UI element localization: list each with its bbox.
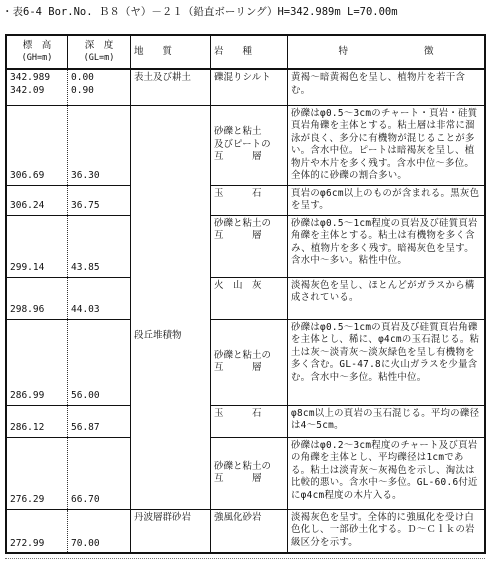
header-features: 特 徴 xyxy=(288,35,486,69)
description-cell: 砂礫はφ0.5～1cmの頁岩及び硅質頁岩角礫を主体とし、稀に、φ4cmの玉石混じる。粘土は灰～淡青灰～淡灰緑色を呈し有機物を多く含む。GL-47.8に火山ガラスを少量含む。含水中～多位。粘性中位。 xyxy=(288,319,486,405)
geology-cell: 段丘堆積物 xyxy=(131,105,211,509)
header-elevation xyxy=(6,35,68,69)
description-cell: 黄褐～暗黄褐色を呈し、植物片を若干含む。 xyxy=(288,69,486,105)
description-cell: 淡褐灰色を呈し、ほとんどがガラスから構成されている。 xyxy=(288,277,486,319)
description-cell: 砂礫はφ0.2～3cm程度のチャート及び頁岩の角礫を主体とし、平均礫径は1cmである。粘土は淡青灰～灰褐色を示し、淘汰は比較的悪い。含水中～多位。GL-60.6付近にφ4cm程度の木片入る。 xyxy=(288,437,486,509)
header-rock: 岩 種 xyxy=(211,35,288,69)
description-cell: 淡褐灰色を呈す。全体的に強風化を受け白色化し、一部砂土化する。Ｄ～Ｃｌｋの岩級区分を示す。 xyxy=(291,511,475,548)
description-cell: 砂礫はφ0.5～3cmのチャート・頁岩・硅質頁岩角礫を主体とする。粘土層は非常に溜泳が良く、多分に有機物が混じることが多い。含水中位。ピートは暗褐灰を呈し、植物片や木片を多く残す。含水中位～多位。全体的に砂礫の割合多い。 xyxy=(288,105,486,185)
depth-cell: 66.70 xyxy=(68,437,131,509)
header-depth-unit: (GL=m) xyxy=(83,53,115,63)
page-edge-divider xyxy=(5,558,485,567)
description-cell: φ8cm以上の頁岩の玉石混じる。平均の礫径は4～5cm。 xyxy=(288,405,486,437)
elevation-cell: 298.96 xyxy=(6,277,68,319)
table-row xyxy=(6,437,485,509)
depth-cell: 0.00 0.90 xyxy=(68,69,131,105)
elevation-cell: 276.29 xyxy=(6,437,68,509)
depth-cell: 43.85 xyxy=(68,215,131,277)
elevation-cell: 306.69 xyxy=(6,105,68,185)
depth-cell: 36.30 xyxy=(68,105,131,185)
table-row xyxy=(6,509,485,553)
table-caption: ・表6-4 Bor.No. Ｂ８（ヤ）－２１（鉛直ボーリング）H=342.989m L=70.00m xyxy=(2,6,398,18)
rock-cell: 玉 石 xyxy=(211,405,288,437)
table-row xyxy=(6,405,485,437)
elevation-cell: 286.12 xyxy=(6,405,68,437)
elevation-cell: 299.14 xyxy=(6,215,68,277)
rock-cell: 砂礫と粘土の 互 層 xyxy=(211,437,288,509)
depth-cell: 44.03 xyxy=(68,277,131,319)
description-cell: 頁岩のφ6cm以上のものが含まれる。黒灰色を呈す。 xyxy=(288,185,486,215)
depth-cell: 56.00 xyxy=(68,319,131,405)
rock-cell: 強風化砂岩 xyxy=(211,509,288,553)
table-row xyxy=(6,69,485,105)
rock-cell: 礫混りシルト xyxy=(211,69,288,105)
rock-cell: 砂礫と粘土 及びピートの 互 層 xyxy=(211,105,288,185)
header-depth-label: 深 度 xyxy=(84,39,114,51)
header-geology: 地 質 xyxy=(131,35,211,69)
rock-cell: 火 山 灰 xyxy=(211,277,288,319)
rock-cell: 砂礫と粘土の 互 層 xyxy=(211,319,288,405)
geology-cell: 表土及び耕土 xyxy=(131,69,211,105)
geology-cell: 丹波層群砂岩 xyxy=(131,509,211,553)
depth-cell: 36.75 xyxy=(68,185,131,215)
header-elevation-unit: (GH=m) xyxy=(21,53,53,63)
elevation-cell: 272.99 xyxy=(6,509,68,553)
rock-cell: 玉 石 xyxy=(211,185,288,215)
table-row xyxy=(6,215,485,277)
table-row xyxy=(6,105,485,185)
table-row xyxy=(6,319,485,405)
header-elevation-label: 標 高 xyxy=(22,39,52,51)
header-depth xyxy=(68,35,131,69)
elevation-cell: 306.24 xyxy=(6,185,68,215)
depth-cell: 70.00 xyxy=(68,509,131,553)
table-row xyxy=(6,185,485,215)
elevation-cell: 286.99 xyxy=(6,319,68,405)
depth-cell: 56.87 xyxy=(68,405,131,437)
boring-log-table xyxy=(5,34,486,554)
table-row xyxy=(6,277,485,319)
description-cell: 砂礫はφ0.5～1cm程度の頁岩及び硅質頁岩角礫を主体とする。粘土は有機物を多く含み、植物片を多く残す。暗褐灰色を呈す。含水中～多い。粘性中位。 xyxy=(288,215,486,277)
elevation-cell: 342.989 342.09 xyxy=(6,69,68,105)
rock-cell: 砂礫と粘土の 互 層 xyxy=(211,215,288,277)
